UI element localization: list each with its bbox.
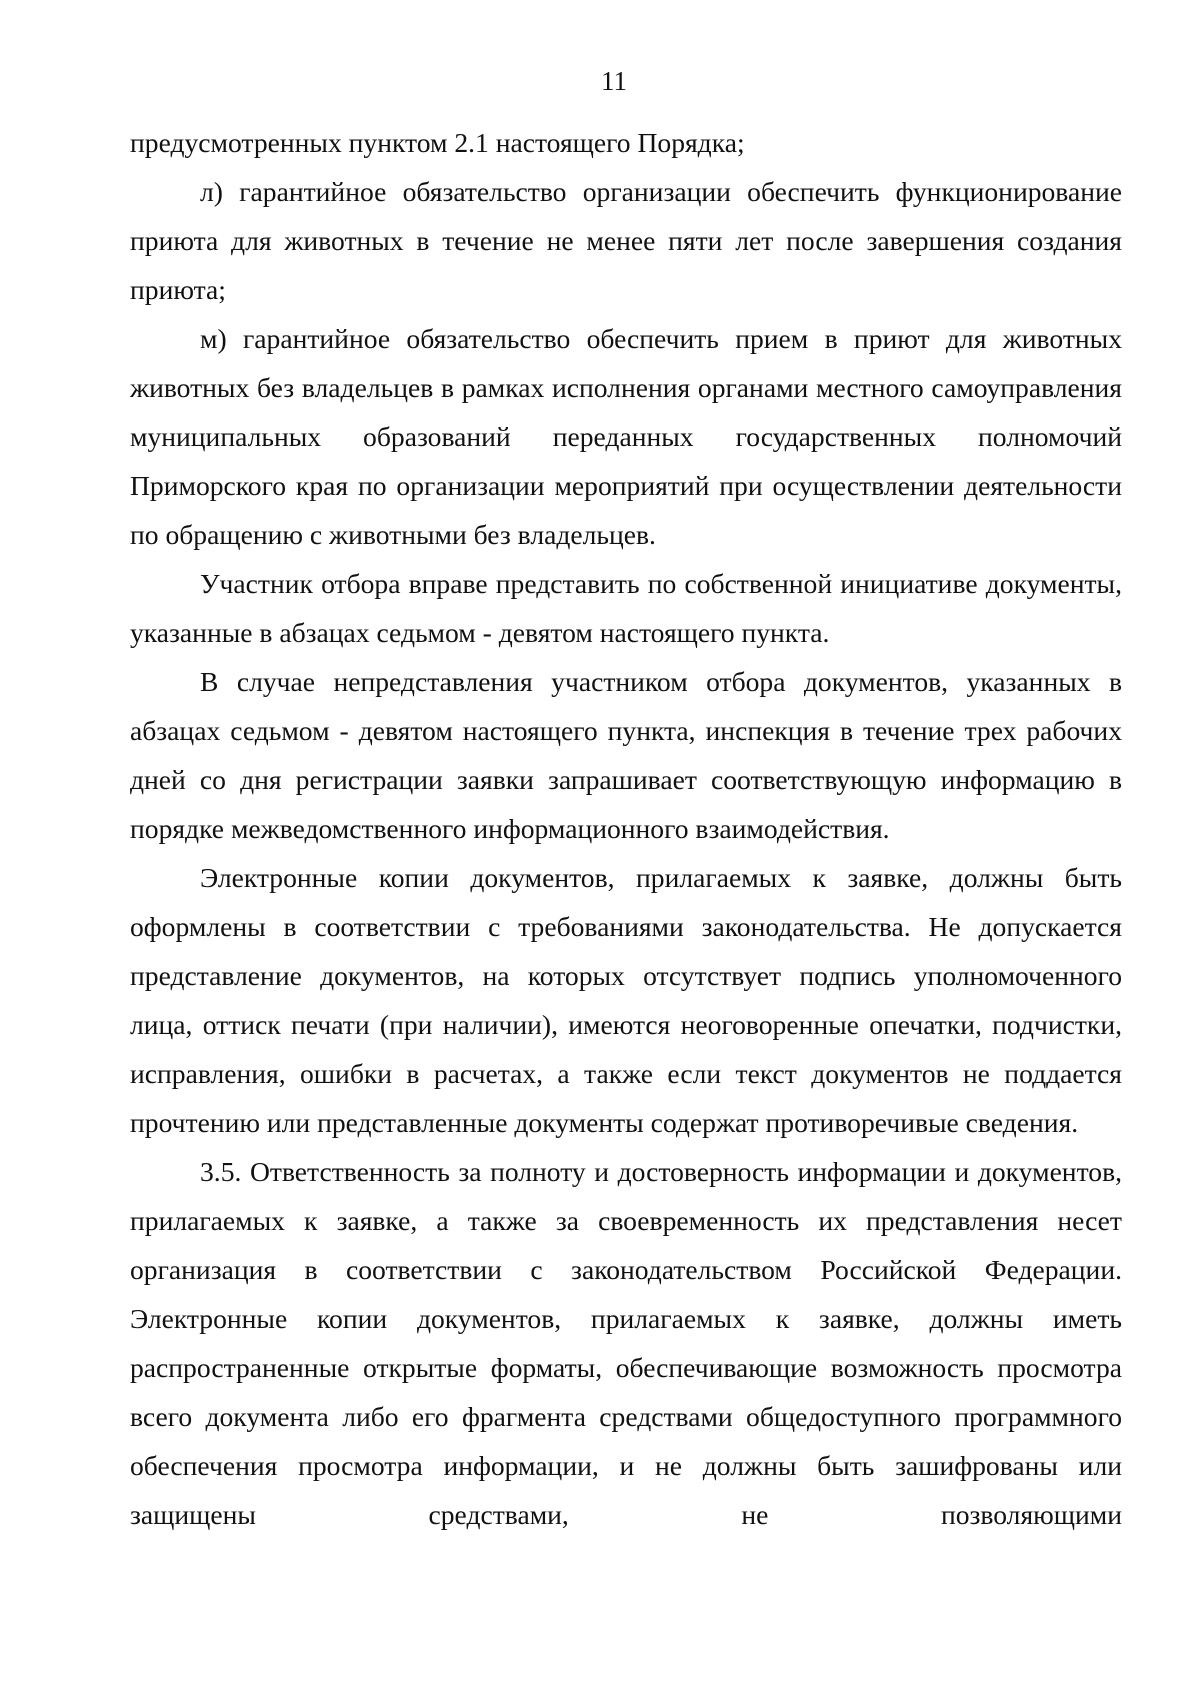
paragraph-section-3-5: 3.5. Ответственность за полноту и достоверность информации и документов, прилагаемых к заявке, а также за своевременность их представления несет организация в соответствии с законодательством Российской Федерации. Электронные копии документов, прилагаемых к заявке, должны иметь распространенные открытые форматы, обеспечивающие возможность просмотра всего документа либо его фрагмента средствами общедоступного программного обеспечения просмотра информации, и не должны быть зашифрованы или защищены средствами, не позволяющими — [130, 1156, 1122, 1530]
paragraph-item-l: л) гарантийное обязательство организации обеспечить функционирование приюта для животных в течение не менее пяти лет после завершения создания приюта; — [130, 176, 1122, 305]
document-body — [130, 118, 1122, 1539]
paragraph-continuation: предусмотренных пунктом 2.1 настоящего Порядка; — [130, 127, 745, 158]
paragraph-electronic-copies: Электронные копии документов, прилагаемых к заявке, должны быть оформлены в соответствии с требованиями законодательства. Не допускается представление документов, на которых отсутствует подпись уполномоченного лица, оттиск печати (при наличии), имеются неоговоренные опечатки, подчистки, исправления, ошибки в расчетах, а также если текст документов не поддается прочтению или представленные документы содержат противоречивые сведения. — [130, 862, 1122, 1138]
paragraph-item-m: м) гарантийное обязательство обеспечить прием в приют для животных животных без владельцев в рамках исполнения органами местного самоуправления муниципальных образований переданных государственных полномочий Приморского края по организации мероприятий при осуществлении деятельности по обращению с животными без владельцев. — [130, 323, 1122, 550]
paragraph-interagency-request: В случае непредставления участником отбора документов, указанных в абзацах седьмом - девятом настоящего пункта, инспекция в течение трех рабочих дней со дня регистрации заявки запрашивает соответствующую информацию в порядке межведомственного информационного взаимодействия. — [130, 666, 1122, 844]
page-number: 11 — [601, 66, 627, 96]
paragraph-participant-right: Участник отбора вправе представить по собственной инициативе документы, указанные в абзацах седьмом - девятом настоящего пункта. — [130, 568, 1122, 648]
